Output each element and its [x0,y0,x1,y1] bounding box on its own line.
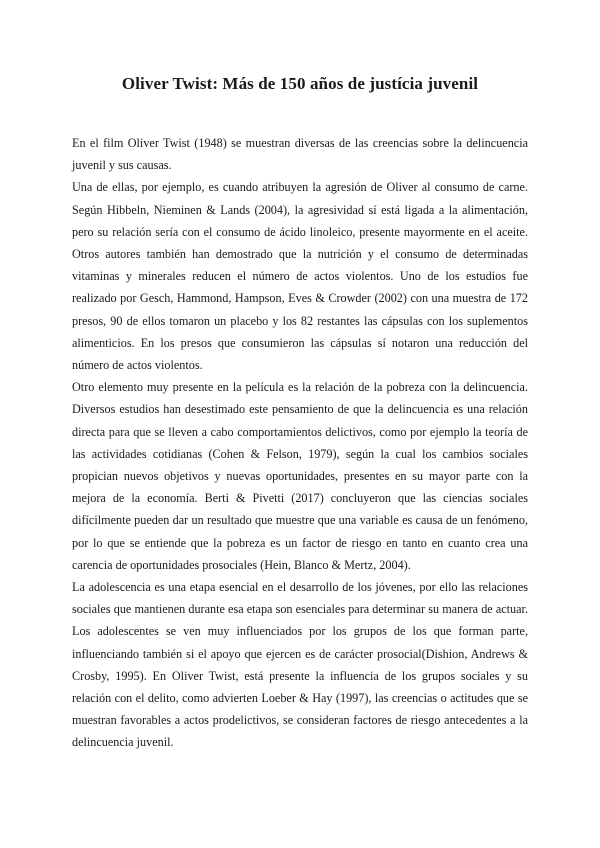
document-title: Oliver Twist: Más de 150 años de justícia juvenil [121,74,479,93]
paragraph-nutrition: Una de ellas, por ejemplo, es cuando atribuyen la agresión de Oliver al consumo de carne. Según Hibbeln, Nieminen & Lands (2004), la agresividad sí está ligada a la alimentación, pero su relación sería con el consumo de ácido linoleico, presente mayormente en el aceite. Otros autores también han demostrado que la nutrición y el consumo de determinadas vitaminas y minerales reducen el número de actos violentos. Uno de los estudios fue realizado por Gesch, Hammond, Hampson, Eves & Crowder (2002) con una muestra de 172 presos, 90 de ellos tomaron un placebo y los 82 restantes las cápsulas con los suplementos alimenticios. En los presos que consumieron las cápsulas sí notaron una reducción del número de actos violentos. [72,180,528,373]
paragraph-intro: En el film Oliver Twist (1948) se muestran diversas de las creencias sobre la delincuencia juvenil y sus causas. [72,136,528,173]
paragraph-adolescence: La adolescencia es una etapa esencial en el desarrollo de los jóvenes, por ello las relaciones sociales que mantienen durante esa etapa son esenciales para determinar su manera de actuar. Los adolescentes se ven muy influenciados por los grupos de los que forman parte, influenciando también si el apoyo que ejercen es de carácter prosocial(Dishion, Andrews & Crosby, 1995). En Oliver Twist, está presente la influencia de los grupos sociales y su relación con el delito, como advierten Loeber & Hay (1997), las creencias o actitudes que se muestran favorables a actos prodelictivos, se consideran factores de riesgo antecedentes a la delincuencia juvenil. [72,580,528,750]
paragraph-poverty: Otro elemento muy presente en la película es la relación de la pobreza con la delincuencia. Diversos estudios han desestimado este pensamiento de que la delincuencia es una relación directa para que se lleven a cabo comportamientos delictivos, como por ejemplo la teoría de las actividades cotidianas (Cohen & Felson, 1979), según la cual los cambios sociales propician nuevos objetivos y nuevas oportunidades, presentes en su mayor parte con la mejora de la economía. Berti & Pivetti (2017) concluyeron que las ciencias sociales difícilmente pueden dar un resultado que muestre que una variable es causa de un fenómeno, por lo que se entiende que la pobreza es un factor de riesgo en tanto en cuanto crea una carencia de oportunidades prosociales (Hein, Blanco & Mertz, 2004). [72,380,528,572]
